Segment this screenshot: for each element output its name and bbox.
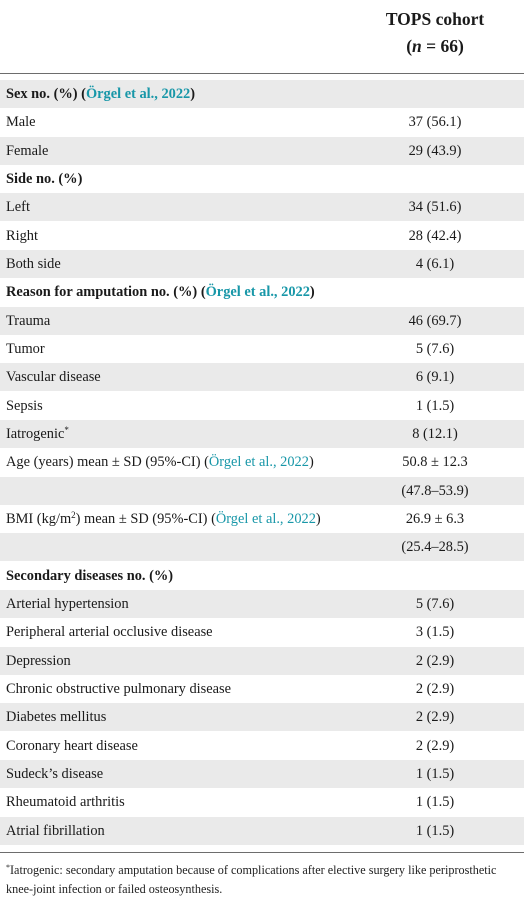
row-label bbox=[6, 335, 45, 363]
label-text: Diabetes mellitus bbox=[6, 709, 107, 726]
table-row bbox=[0, 817, 524, 845]
row-label bbox=[6, 250, 61, 278]
label-text: Arterial hypertension bbox=[6, 595, 129, 612]
row-label bbox=[6, 363, 101, 391]
row-value: 1 (1.5) bbox=[415, 822, 455, 839]
table-row bbox=[0, 675, 524, 703]
label-text: Reason for amputation no. (%) bbox=[6, 284, 198, 301]
section-row bbox=[0, 562, 524, 590]
row-label bbox=[6, 647, 71, 675]
row-label bbox=[6, 618, 213, 646]
row-label bbox=[6, 307, 50, 335]
row-value: 2 (2.9) bbox=[415, 652, 455, 669]
row-value: (25.4–28.5) bbox=[401, 539, 469, 556]
table-row bbox=[0, 363, 524, 391]
row-label: Age (years) mean ± SD (95%-CI) (Örgel et al., 2022) bbox=[6, 454, 314, 471]
table-row bbox=[0, 108, 524, 136]
table-row bbox=[0, 477, 524, 505]
label-text: Female bbox=[6, 142, 49, 159]
table-row bbox=[0, 335, 524, 363]
row-value: 5 (7.6) bbox=[415, 595, 455, 612]
n-value: = 66 bbox=[421, 36, 458, 56]
label-text: Both side bbox=[6, 256, 61, 272]
row-value: 3 (1.5) bbox=[415, 624, 455, 641]
row-value: 34 (51.6) bbox=[408, 199, 462, 216]
label-text: Male bbox=[6, 114, 36, 131]
label-text: Sex no. (%) bbox=[6, 86, 78, 102]
row-value: 6 (9.1) bbox=[415, 369, 455, 386]
label-text: Vascular disease bbox=[6, 369, 101, 386]
section-label bbox=[6, 562, 173, 590]
label-text: Sudeck’s disease bbox=[6, 765, 104, 782]
row-value: 29 (43.9) bbox=[408, 142, 462, 159]
row-value: 5 (7.6) bbox=[415, 341, 455, 357]
label-text: Tumor bbox=[6, 341, 45, 357]
label-text: Age (years) mean ± SD (95%-CI) bbox=[6, 454, 201, 471]
label-superscript: 2 bbox=[71, 509, 76, 520]
row-value: 1 (1.5) bbox=[415, 794, 455, 811]
row-label bbox=[6, 817, 105, 845]
label-text: Right bbox=[6, 227, 38, 244]
citation-link[interactable]: Örgel et al., 2022 bbox=[208, 454, 309, 471]
table-row bbox=[0, 618, 524, 646]
citation-link[interactable]: Örgel et al., 2022 bbox=[215, 510, 316, 527]
row-label bbox=[6, 760, 103, 788]
label-text-continued: ) mean ± SD (95%-CI) bbox=[75, 510, 208, 527]
label-text: Depression bbox=[6, 652, 71, 669]
row-label bbox=[6, 703, 106, 731]
label-text: Atrial fibrillation bbox=[6, 822, 105, 839]
header-rule bbox=[0, 73, 524, 74]
row-value: (47.8–53.9) bbox=[401, 482, 469, 499]
row-label bbox=[6, 675, 231, 703]
label-text: BMI (kg/m bbox=[6, 510, 72, 527]
row-value: 50.8 ± 12.3 bbox=[402, 454, 468, 471]
section-label bbox=[6, 165, 82, 193]
row-value: 28 (42.4) bbox=[408, 227, 462, 244]
row-label bbox=[6, 193, 30, 221]
section-row bbox=[0, 165, 524, 193]
row-value: 8 (12.1) bbox=[412, 426, 458, 442]
row-label bbox=[6, 108, 36, 136]
footnote-text: Iatrogenic: secondary amputation because of complications after elective surgery like periprosthetic knee-joint infection or failed osteosynthesis. bbox=[6, 863, 497, 896]
table-row bbox=[0, 760, 524, 788]
table-row bbox=[0, 250, 524, 278]
table-header bbox=[0, 0, 524, 76]
table-row bbox=[0, 732, 524, 760]
citation-link[interactable]: Örgel et al., 2022 bbox=[205, 284, 310, 301]
label-text: Rheumatoid arthritis bbox=[6, 794, 125, 811]
section-row bbox=[0, 278, 524, 306]
label-text: Iatrogenic bbox=[6, 426, 65, 442]
table-row bbox=[0, 193, 524, 221]
row-label bbox=[6, 732, 138, 760]
table-row bbox=[0, 647, 524, 675]
label-text: Peripheral arterial occlusive disease bbox=[6, 624, 213, 641]
row-value: 1 (1.5) bbox=[415, 397, 455, 414]
label-superscript: * bbox=[64, 425, 69, 435]
row-value: 37 (56.1) bbox=[408, 114, 462, 131]
table-row bbox=[0, 392, 524, 420]
citation-link[interactable]: Örgel et al., 2022 bbox=[85, 86, 191, 102]
label-text: Secondary diseases no. (%) bbox=[6, 567, 174, 584]
row-label bbox=[6, 420, 69, 448]
table-row bbox=[0, 590, 524, 618]
row-value: 2 (2.9) bbox=[415, 709, 455, 726]
row-label bbox=[6, 392, 43, 420]
row-label bbox=[6, 590, 129, 618]
row-value: 26.9 ± 6.3 bbox=[405, 510, 465, 527]
row-value: 1 (1.5) bbox=[415, 765, 455, 782]
label-text: Trauma bbox=[6, 312, 51, 329]
n-variable: n bbox=[412, 36, 422, 56]
section-label: Reason for amputation no. (%) (Örgel et al., 2022) bbox=[6, 284, 315, 301]
label-text: Side no. (%) bbox=[6, 171, 83, 187]
table-row bbox=[0, 703, 524, 731]
cohort-size: (n = 66) bbox=[406, 36, 464, 56]
label-text: Coronary heart disease bbox=[6, 737, 138, 754]
row-label bbox=[6, 137, 48, 165]
row-value: 2 (2.9) bbox=[415, 680, 455, 697]
row-label: BMI $(kg/m^2)$ mean ± SD (95%-CI) (Örgel et al., 2022) bbox=[6, 509, 321, 527]
row-label bbox=[6, 222, 38, 250]
table-row bbox=[0, 137, 524, 165]
row-value: 4 (6.1) bbox=[415, 256, 455, 272]
row-value: 2 (2.9) bbox=[415, 737, 455, 754]
label-text: Left bbox=[6, 199, 30, 216]
table-row bbox=[0, 788, 524, 816]
label-text: Chronic obstructive pulmonary disease bbox=[6, 680, 232, 697]
table-row bbox=[0, 505, 524, 533]
footnote bbox=[6, 861, 520, 899]
table-row bbox=[0, 420, 524, 448]
footnote-marker: * bbox=[6, 863, 10, 872]
table-row bbox=[0, 448, 524, 476]
table-row bbox=[0, 222, 524, 250]
row-value: 46 (69.7) bbox=[408, 312, 462, 329]
bottom-rule bbox=[0, 852, 524, 853]
row-label bbox=[6, 788, 125, 816]
table-row bbox=[0, 533, 524, 561]
section-row bbox=[0, 80, 524, 108]
column-title: TOPS cohort bbox=[385, 9, 485, 29]
label-text: Sepsis bbox=[6, 397, 43, 414]
section-label: Sex no. (%) (Örgel et al., 2022) bbox=[6, 86, 196, 102]
column-header bbox=[370, 6, 500, 60]
table-row bbox=[0, 307, 524, 335]
